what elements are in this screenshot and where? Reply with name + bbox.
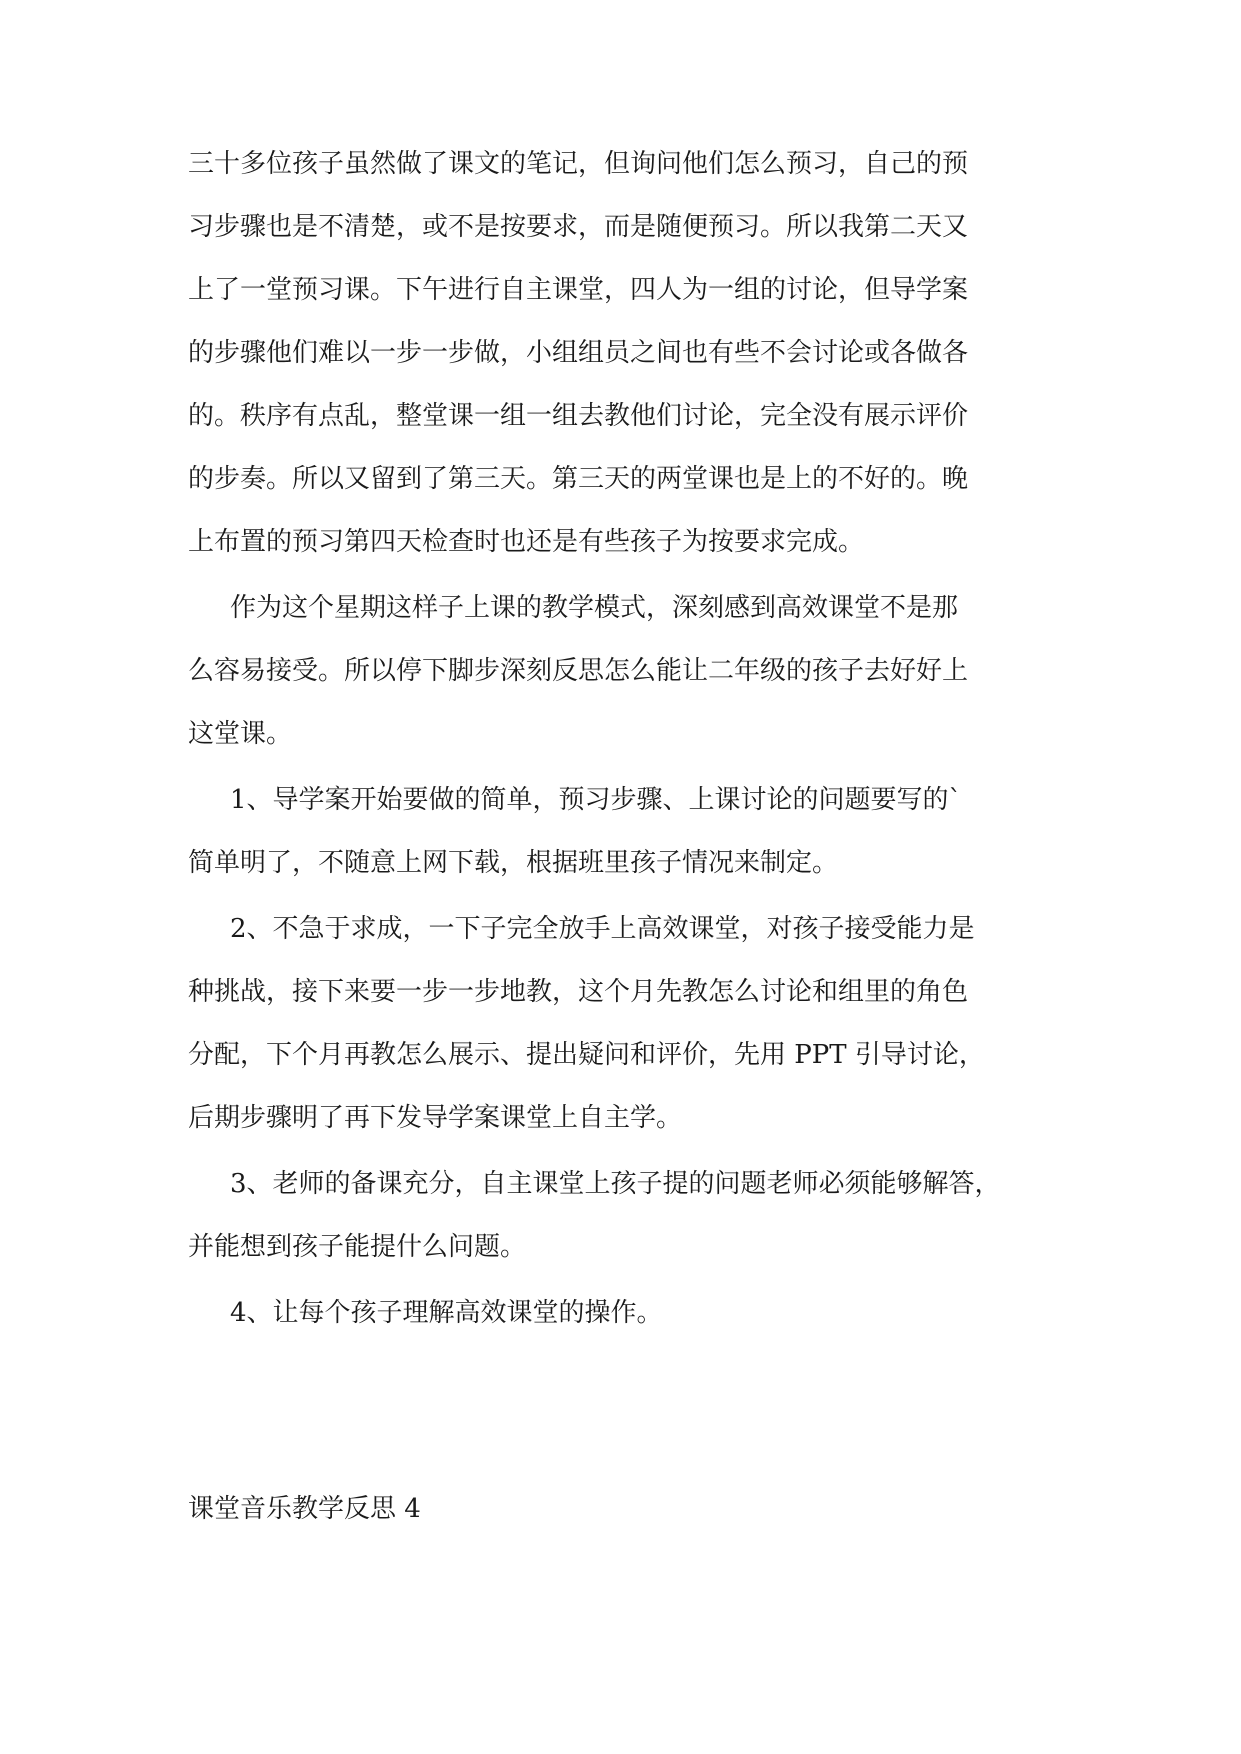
list-item-2-line: 2、不急于求成，一下子完全放手上高效课堂，对孩子接受能力是 bbox=[230, 914, 975, 944]
section-heading: 课堂音乐教学反思 4 bbox=[188, 1494, 421, 1524]
text-line: 的步骤他们难以一步一步做，小组组员之间也有些不会讨论或各做各 bbox=[188, 338, 969, 368]
paragraph-start-line: 作为这个星期这样子上课的教学模式，深刻感到高效课堂不是那 bbox=[230, 593, 959, 623]
text-line: 的步奏。所以又留到了第三天。第三天的两堂课也是上的不好的。晚 bbox=[188, 464, 969, 494]
text-line: 么容易接受。所以停下脚步深刻反思怎么能让二年级的孩子去好好上 bbox=[188, 656, 969, 686]
text-line: 种挑战，接下来要一步一步地教，这个月先教怎么讨论和组里的角色 bbox=[188, 977, 969, 1007]
list-item-4-line: 4、让每个孩子理解高效课堂的操作。 bbox=[230, 1298, 663, 1328]
text-line: 分配，下个月再教怎么展示、提出疑问和评价，先用 PPT 引导讨论， bbox=[188, 1040, 985, 1070]
text-line: 简单明了，不随意上网下载，根据班里孩子情况来制定。 bbox=[188, 848, 839, 878]
list-item-1-line: 1、导学案开始要做的简单，预习步骤、上课讨论的问题要写的` bbox=[230, 785, 962, 815]
text-line: 三十多位孩子虽然做了课文的笔记，但询问他们怎么预习，自己的预 bbox=[188, 149, 969, 179]
text-line: 的。秩序有点乱，整堂课一组一组去教他们讨论，完全没有展示评价 bbox=[188, 401, 969, 431]
text-line: 上布置的预习第四天检查时也还是有些孩子为按要求完成。 bbox=[188, 527, 865, 557]
text-line: 习步骤也是不清楚，或不是按要求，而是随便预习。所以我第二天又 bbox=[188, 212, 969, 242]
text-line: 这堂课。 bbox=[188, 719, 293, 749]
text-line: 上了一堂预习课。下午进行自主课堂，四人为一组的讨论，但导学案 bbox=[188, 275, 969, 305]
text-line: 后期步骤明了再下发导学案课堂上自主学。 bbox=[188, 1103, 683, 1133]
text-line: 并能想到孩子能提什么问题。 bbox=[188, 1232, 527, 1262]
list-item-3-line: 3、老师的备课充分，自主课堂上孩子提的问题老师必须能够解答， bbox=[230, 1169, 1001, 1199]
